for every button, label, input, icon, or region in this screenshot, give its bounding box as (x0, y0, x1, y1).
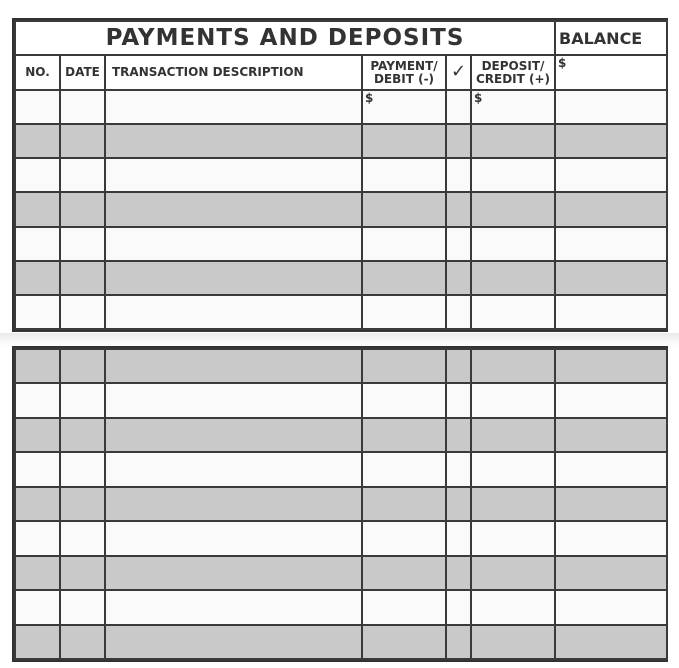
cell-deposit[interactable] (471, 556, 555, 590)
cell-date[interactable] (60, 452, 105, 486)
cell-deposit[interactable] (471, 227, 555, 261)
cell-no[interactable] (15, 261, 60, 295)
cell-deposit[interactable] (471, 295, 555, 329)
cell-check[interactable] (446, 625, 471, 660)
cell-deposit[interactable] (471, 192, 555, 226)
cell-payment[interactable] (362, 590, 446, 624)
table-row (15, 556, 667, 590)
cell-balance[interactable] (555, 383, 667, 417)
payment-label-line1: PAYMENT/ (370, 58, 438, 73)
register-table-top (14, 20, 668, 330)
cell-balance[interactable] (555, 295, 667, 329)
cell-check[interactable] (446, 383, 471, 417)
cell-balance[interactable] (555, 124, 667, 158)
cell-date[interactable] (60, 261, 105, 295)
cell-deposit[interactable] (471, 90, 555, 124)
cell-payment[interactable] (362, 625, 446, 660)
cell-balance[interactable] (555, 590, 667, 624)
col-header-payment (362, 55, 446, 90)
cell-date[interactable] (60, 192, 105, 226)
cell-description[interactable] (105, 295, 362, 329)
cell-payment[interactable] (362, 192, 446, 226)
cell-balance[interactable] (555, 452, 667, 486)
cell-description[interactable] (105, 124, 362, 158)
cell-no[interactable] (15, 124, 60, 158)
cell-balance[interactable] (555, 261, 667, 295)
table-row (15, 418, 667, 452)
cell-payment[interactable] (362, 452, 446, 486)
table-row (15, 295, 667, 329)
table-row (15, 487, 667, 521)
cell-description[interactable] (105, 383, 362, 417)
page-fold-divider (0, 333, 679, 346)
cell-balance[interactable] (555, 487, 667, 521)
cell-date[interactable] (60, 90, 105, 124)
balance-dollar-sign: $ (558, 56, 567, 70)
cell-check[interactable] (446, 521, 471, 555)
cell-date[interactable] (60, 295, 105, 329)
cell-date[interactable] (60, 158, 105, 192)
cell-check[interactable] (446, 192, 471, 226)
col-header-description: TRANSACTION DESCRIPTION (105, 55, 362, 90)
cell-payment[interactable] (362, 487, 446, 521)
cell-description[interactable] (105, 349, 362, 383)
column-header-row (15, 55, 667, 90)
cell-no[interactable] (15, 90, 60, 124)
cell-no[interactable] (15, 487, 60, 521)
cell-deposit[interactable] (471, 418, 555, 452)
cell-description[interactable] (105, 487, 362, 521)
cell-payment[interactable] (362, 124, 446, 158)
cell-description[interactable] (105, 452, 362, 486)
cell-no[interactable] (15, 418, 60, 452)
cell-balance[interactable] (555, 90, 667, 124)
cell-payment[interactable] (362, 349, 446, 383)
cell-balance[interactable] (555, 349, 667, 383)
cell-deposit[interactable] (471, 590, 555, 624)
table-row (15, 227, 667, 261)
table-row (15, 521, 667, 555)
cell-deposit[interactable] (471, 383, 555, 417)
cell-check[interactable] (446, 418, 471, 452)
register-page-bottom (12, 346, 668, 662)
cell-check[interactable] (446, 158, 471, 192)
table-row (15, 124, 667, 158)
cell-check[interactable] (446, 90, 471, 124)
cell-balance[interactable] (555, 556, 667, 590)
cell-date[interactable] (60, 227, 105, 261)
cell-check[interactable] (446, 227, 471, 261)
cell-payment[interactable] (362, 90, 446, 124)
cell-check[interactable] (446, 124, 471, 158)
table-row (15, 90, 667, 124)
checkmark-icon: ✓ (450, 61, 467, 82)
cell-deposit[interactable] (471, 124, 555, 158)
cell-description[interactable] (105, 590, 362, 624)
cell-description[interactable] (105, 192, 362, 226)
cell-payment[interactable] (362, 418, 446, 452)
register-table-bottom (14, 348, 668, 660)
cell-date[interactable] (60, 418, 105, 452)
cell-description[interactable] (105, 521, 362, 555)
cell-balance[interactable] (555, 227, 667, 261)
cell-date[interactable] (60, 349, 105, 383)
cell-date[interactable] (60, 124, 105, 158)
col-header-date: DATE (60, 55, 105, 90)
cell-description[interactable] (105, 90, 362, 124)
cell-deposit[interactable] (471, 487, 555, 521)
cell-deposit[interactable] (471, 349, 555, 383)
cell-payment[interactable] (362, 521, 446, 555)
cell-balance[interactable] (555, 158, 667, 192)
cell-no[interactable] (15, 349, 60, 383)
cell-payment[interactable] (362, 227, 446, 261)
cell-date[interactable] (60, 590, 105, 624)
cell-no[interactable] (15, 227, 60, 261)
cell-no[interactable] (15, 158, 60, 192)
register-title: PAYMENTS AND DEPOSITS (15, 21, 555, 55)
table-row (15, 158, 667, 192)
cell-no[interactable] (15, 556, 60, 590)
cell-date[interactable] (60, 521, 105, 555)
cell-check[interactable] (446, 452, 471, 486)
col-header-check (446, 55, 471, 90)
col-header-no: NO. (15, 55, 60, 90)
cell-balance[interactable] (555, 418, 667, 452)
cell-date[interactable] (60, 487, 105, 521)
col-header-deposit (471, 55, 555, 90)
cell-balance[interactable] (555, 192, 667, 226)
cell-deposit[interactable] (471, 158, 555, 192)
table-row (15, 452, 667, 486)
payment-label-line2: DEBIT (-) (373, 71, 435, 86)
deposit-label-line1: DEPOSIT/ (481, 58, 545, 73)
payment-dollar-sign: $ (365, 91, 374, 105)
cell-check[interactable] (446, 487, 471, 521)
cell-payment[interactable] (362, 556, 446, 590)
balance-header: BALANCE (555, 21, 667, 55)
table-row (15, 383, 667, 417)
cell-deposit[interactable] (471, 521, 555, 555)
cell-description[interactable] (105, 261, 362, 295)
cell-description[interactable] (105, 556, 362, 590)
deposit-label-line2: CREDIT (+) (475, 71, 551, 86)
cell-deposit[interactable] (471, 625, 555, 660)
table-row (15, 349, 667, 383)
table-row (15, 590, 667, 624)
cell-balance[interactable] (555, 521, 667, 555)
cell-date[interactable] (60, 383, 105, 417)
cell-payment[interactable] (362, 383, 446, 417)
cell-description[interactable] (105, 418, 362, 452)
register-page-top (12, 18, 668, 332)
cell-no[interactable] (15, 295, 60, 329)
table-row (15, 625, 667, 660)
cell-payment[interactable] (362, 158, 446, 192)
cell-check[interactable] (446, 261, 471, 295)
cell-check[interactable] (446, 556, 471, 590)
cell-check[interactable] (446, 349, 471, 383)
cell-no[interactable] (15, 383, 60, 417)
cell-description[interactable] (105, 625, 362, 660)
cell-payment[interactable] (362, 295, 446, 329)
table-row (15, 192, 667, 226)
cell-no[interactable] (15, 452, 60, 486)
cell-description[interactable] (105, 227, 362, 261)
title-row (15, 21, 667, 55)
cell-balance[interactable] (555, 625, 667, 660)
cell-check[interactable] (446, 590, 471, 624)
cell-date[interactable] (60, 625, 105, 660)
deposit-dollar-sign: $ (474, 91, 483, 105)
cell-no[interactable] (15, 192, 60, 226)
cell-no[interactable] (15, 590, 60, 624)
balance-amount-cell (555, 55, 667, 90)
cell-check[interactable] (446, 295, 471, 329)
table-row (15, 261, 667, 295)
cell-payment[interactable] (362, 261, 446, 295)
cell-no[interactable] (15, 521, 60, 555)
cell-deposit[interactable] (471, 452, 555, 486)
cell-deposit[interactable] (471, 261, 555, 295)
cell-description[interactable] (105, 158, 362, 192)
cell-date[interactable] (60, 556, 105, 590)
cell-no[interactable] (15, 625, 60, 660)
